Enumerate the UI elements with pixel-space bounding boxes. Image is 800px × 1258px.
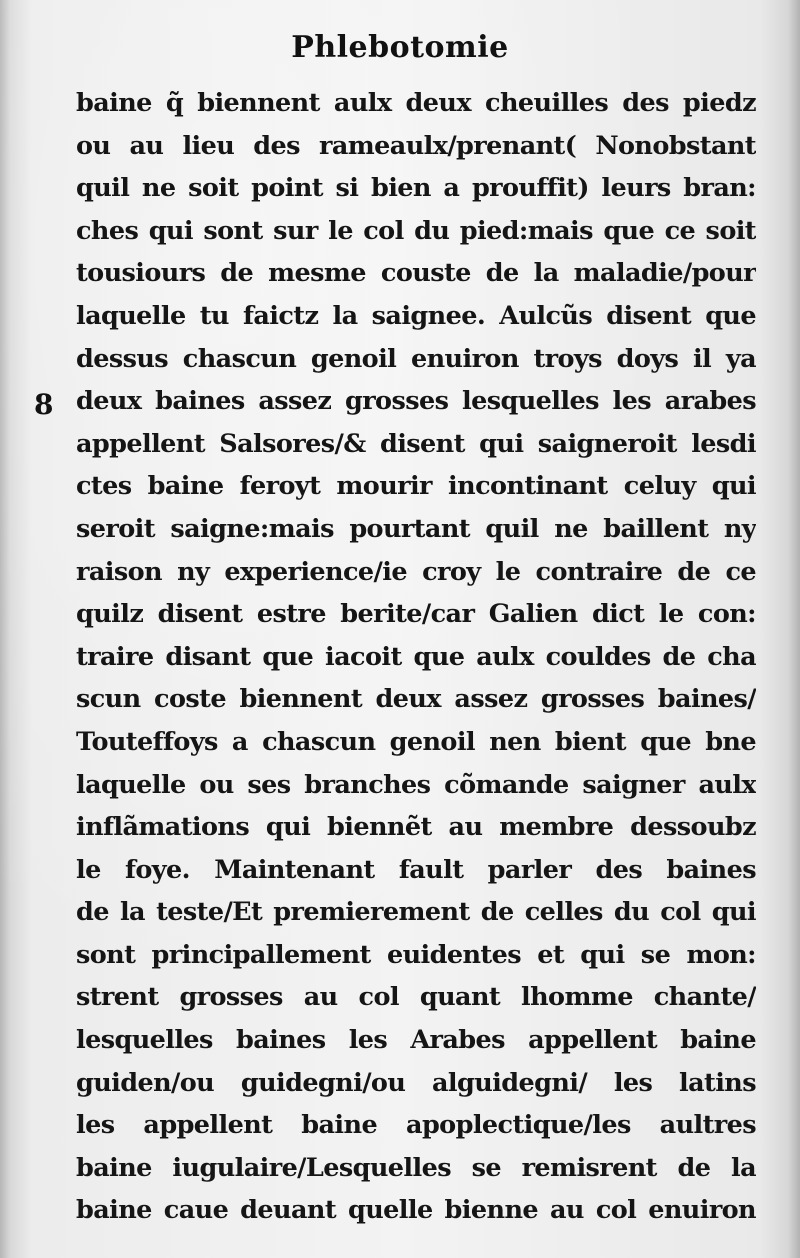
margin-note: 8 xyxy=(34,388,54,421)
text-line: scun coste biennent deux assez grosses baines/ xyxy=(76,684,756,715)
text-line: ches qui sont sur le col du pied:mais que ce soit xyxy=(76,215,756,246)
text-line: baine iugulaire/Lesquelles se remisrent de la xyxy=(76,1152,756,1183)
text-line: le foye. Maintenant fault parler des baines xyxy=(76,854,756,885)
text-line: dessus chascun genoil enuiron troys doys il ya xyxy=(76,343,756,374)
text-line: Touteffoys a chascun genoil nen bient que bne xyxy=(76,726,756,757)
text-line: ou au lieu des rameaulx/prenant( Nonobstant xyxy=(76,130,756,161)
text-line: strent grosses au col quant lhomme chante/ xyxy=(76,982,756,1013)
text-line: inflãmations qui biennẽt au membre dessoubz xyxy=(76,812,756,843)
text-line: deux baines assez grosses lesquelles les arabes xyxy=(76,386,756,417)
text-line: tousiours de mesme couste de la maladie/pour xyxy=(76,258,756,289)
text-line: quil ne soit point si bien a prouffit) leurs bran: xyxy=(76,173,756,204)
text-line: lesquelles baines les Arabes appellent baine xyxy=(76,1025,756,1056)
scan-shadow-left xyxy=(0,0,10,1258)
text-line: sont principallement euidentes et qui se mon: xyxy=(76,939,756,970)
text-block xyxy=(76,82,756,1232)
text-line: appellent Salsores/& disent qui saigneroit lesdi xyxy=(76,428,756,459)
text-line: raison ny experience/ie croy le contraire de ce xyxy=(76,556,756,587)
running-head: Phlebotomie xyxy=(291,30,509,65)
text-line: guiden/ou guidegni/ou alguidegni/ les latins xyxy=(76,1067,756,1098)
text-line: baine q̃ biennent aulx deux cheuilles des piedz xyxy=(76,88,756,118)
text-line: quilz disent estre berite/car Galien dict le con: xyxy=(76,599,756,630)
text-line: de la teste/Et premierement de celles du col qui xyxy=(76,897,756,928)
text-line: laquelle tu faictz la saignee. Aulcũs disent que xyxy=(76,300,756,331)
text-line: baine caue deuant quelle bienne au col enuiron xyxy=(76,1195,756,1226)
scan-shadow-right xyxy=(788,0,800,1258)
text-line: traire disant que iacoit que aulx couldes de cha xyxy=(76,641,756,672)
text-line: les appellent baine apoplectique/les aultres xyxy=(76,1110,756,1141)
text-line: laquelle ou ses branches cõmande saigner aulx xyxy=(76,769,756,800)
text-line: ctes baine feroyt mourir incontinant celuy qui xyxy=(76,471,756,502)
text-line: seroit saigne:mais pourtant quil ne baillent ny xyxy=(76,513,756,544)
